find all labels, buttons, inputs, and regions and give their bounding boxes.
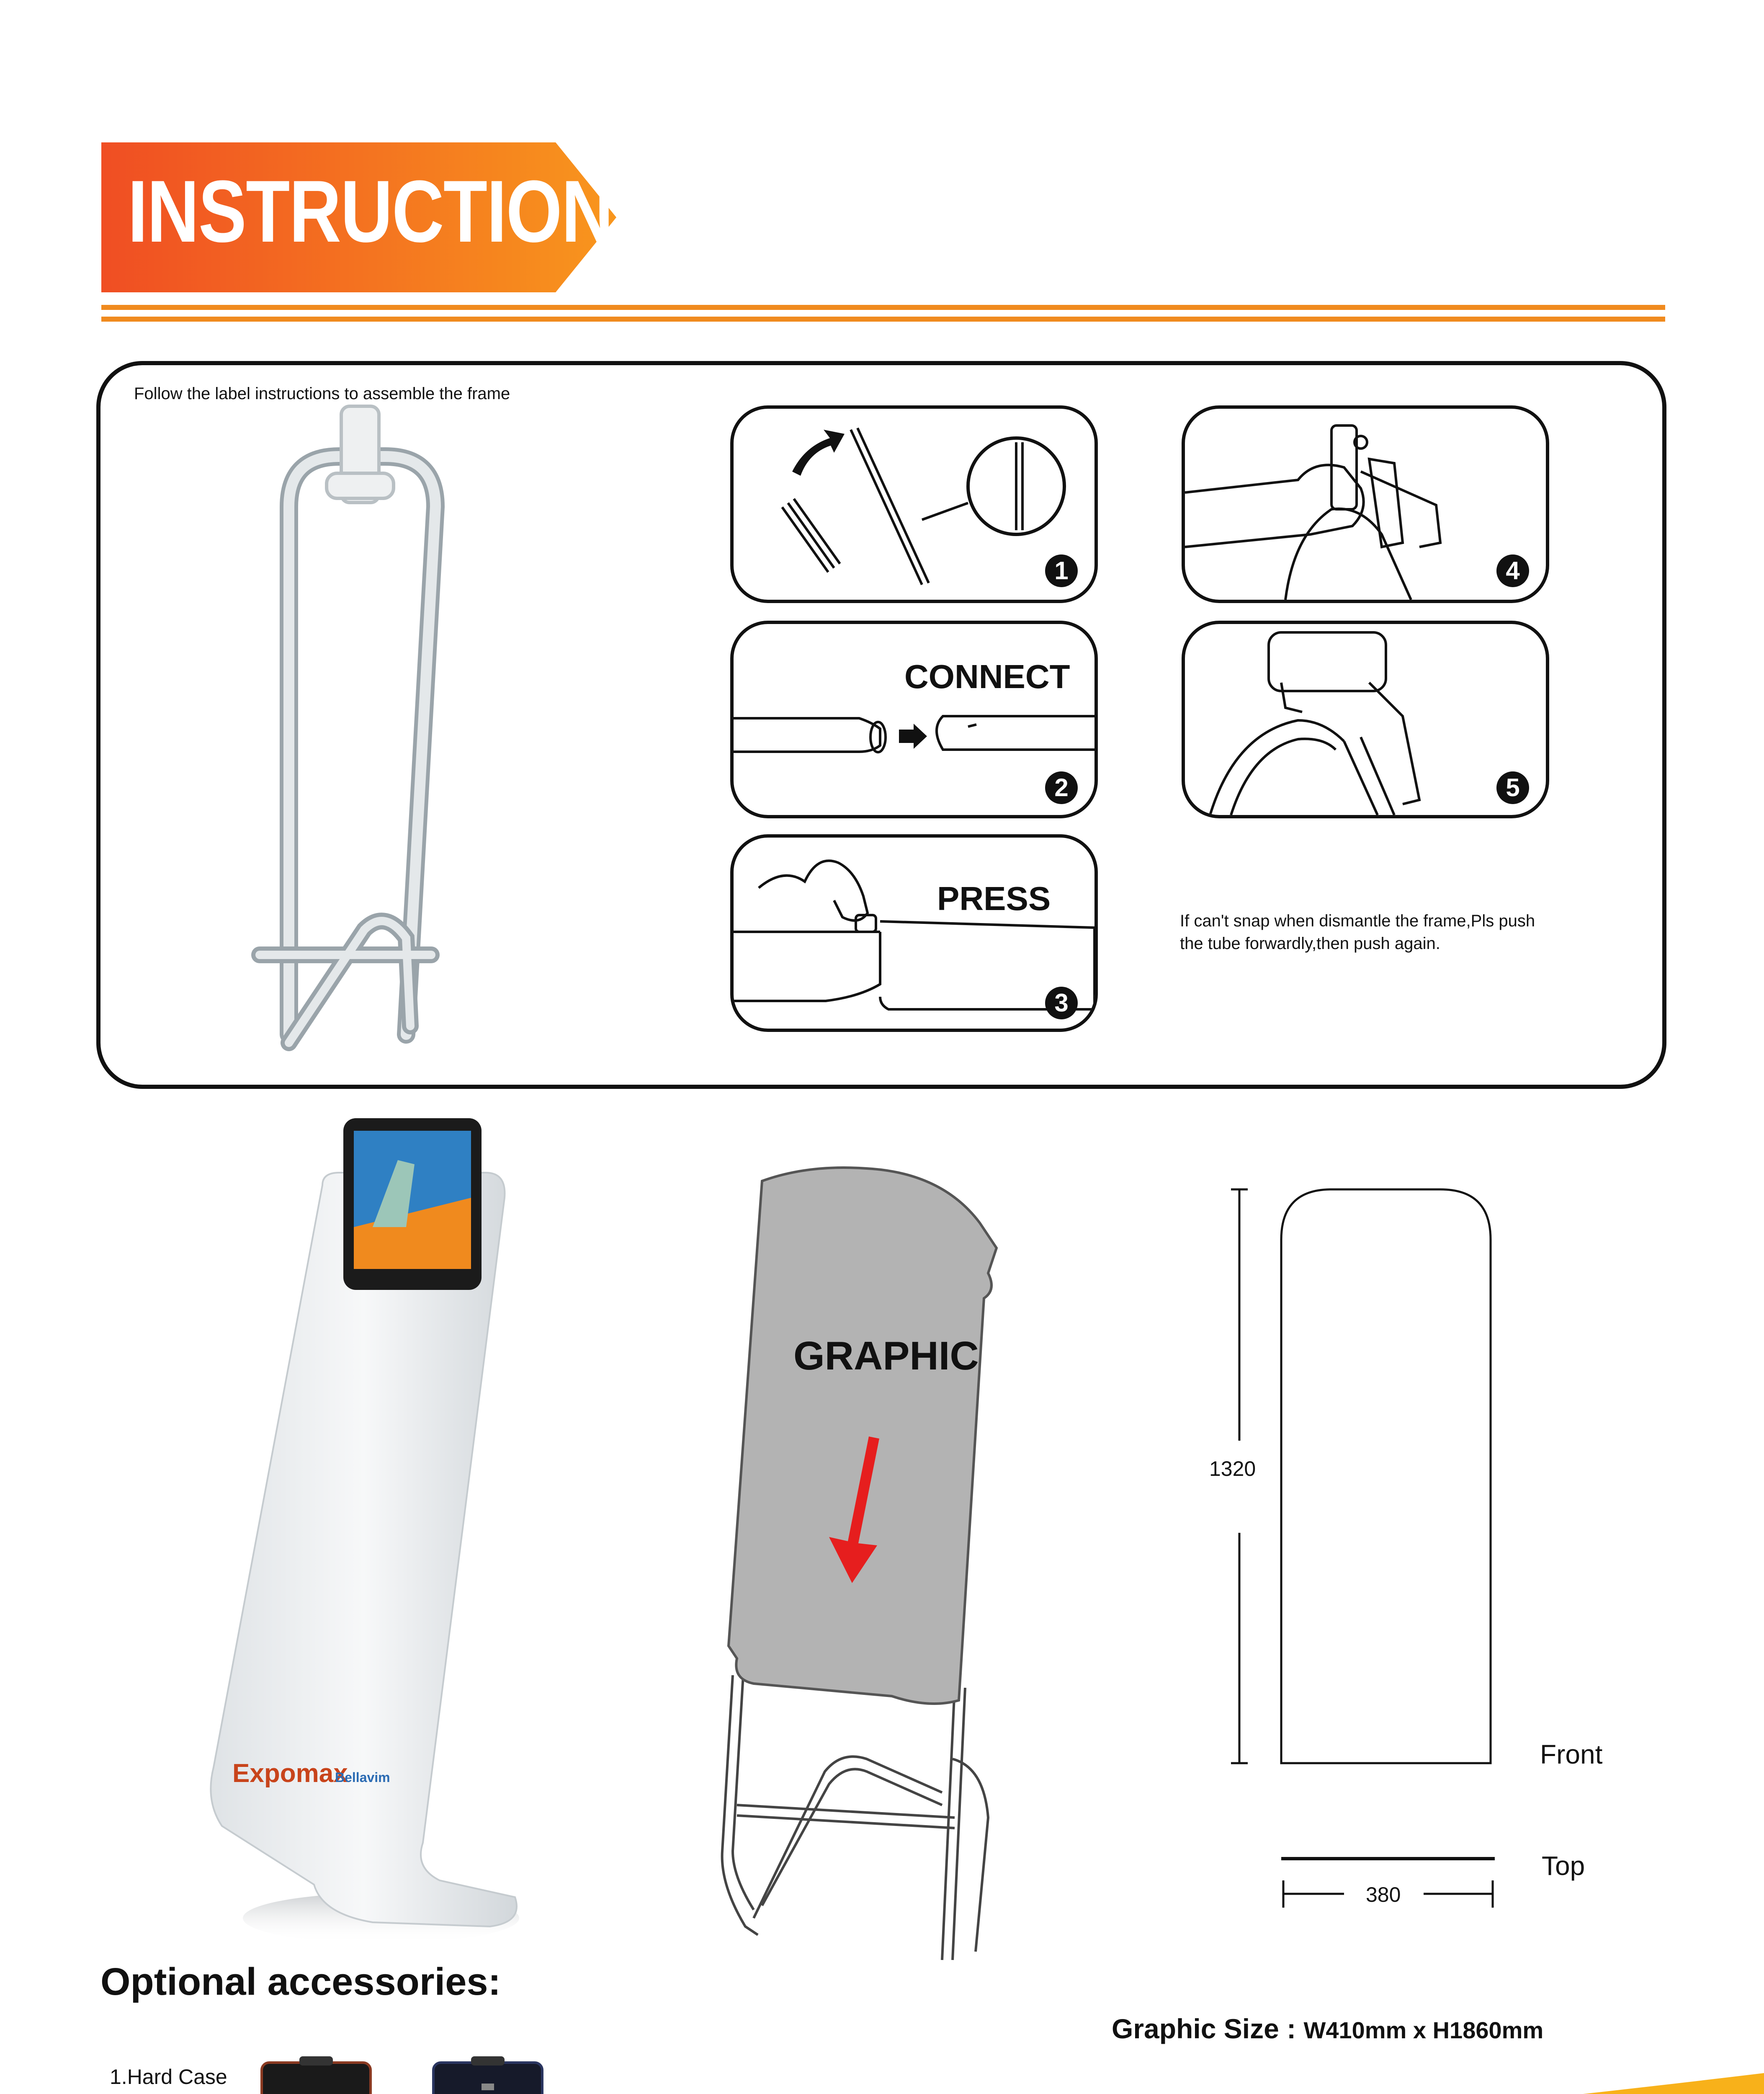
step-1-badge: 1: [1045, 554, 1078, 587]
dismantle-tip-line2: the tube forwardly,then push again.: [1180, 934, 1440, 953]
graphic-cover-illustration: [708, 1164, 1034, 1977]
divider-bottom: [101, 317, 1665, 322]
frame-illustration: [234, 398, 486, 1076]
step-4-box: [1182, 405, 1549, 603]
step-5-box: [1182, 621, 1549, 818]
graphic-label: GRAPHIC: [793, 1333, 979, 1378]
step-3-title: PRESS: [937, 880, 1051, 917]
step-5-badge: 5: [1496, 771, 1529, 804]
top-view-label: Top: [1542, 1851, 1585, 1881]
front-view-label: Front: [1540, 1739, 1603, 1769]
height-dimension: 1320: [1209, 1457, 1256, 1480]
graphic-size-label: Graphic Size :: [1112, 2013, 1296, 2044]
step-2-box: [730, 621, 1098, 818]
dismantle-tip-line1: If can't snap when dismantle the frame,Pls push: [1180, 912, 1535, 930]
dimension-drawing: [1214, 1181, 1549, 1918]
page-title: INSTRUCTION: [128, 162, 613, 260]
graphic-size: [1112, 2013, 1543, 2045]
kiosk-stand-image: [197, 1089, 540, 1981]
step-3-box: [730, 834, 1098, 1032]
step-2-badge: 2: [1045, 771, 1078, 804]
width-dimension: 380: [1366, 1883, 1401, 1906]
dismantle-tip: [1180, 910, 1557, 955]
step-2-title: CONNECT: [904, 658, 1070, 695]
footer-wave-decoration: [0, 2073, 1764, 2094]
step-1-box: [730, 405, 1098, 603]
step-4-badge: 4: [1496, 554, 1529, 587]
accessories-title: Optional accessories:: [100, 1960, 501, 2003]
assembly-note: Follow the label instructions to assemble the frame: [134, 384, 510, 403]
divider-top: [101, 305, 1665, 310]
bellavim-logo: Bellavim: [335, 1770, 390, 1785]
graphic-size-value: W410mm x H1860mm: [1303, 2017, 1544, 2043]
step-3-badge: 3: [1045, 987, 1078, 1019]
expomax-logo: Expomax: [232, 1759, 348, 1788]
hard-case-label: 1.Hard Case: [110, 2065, 227, 2089]
